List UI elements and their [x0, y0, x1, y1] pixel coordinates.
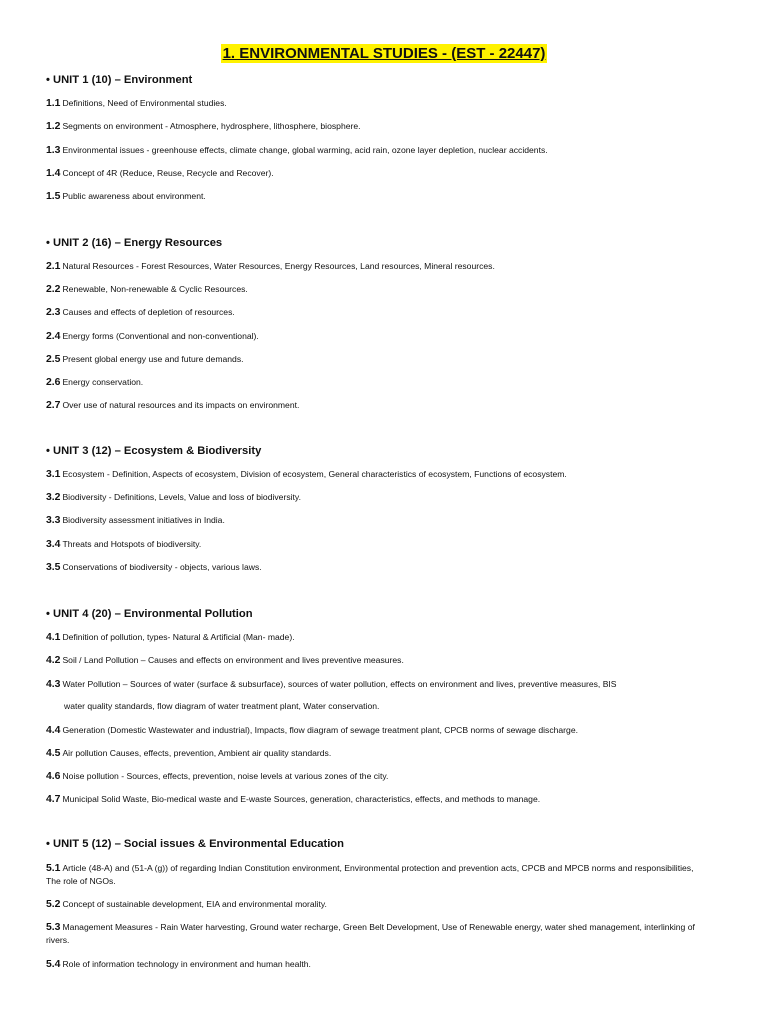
- syllabus-item: [46, 306, 706, 319]
- item-number: 2.5: [46, 354, 61, 365]
- syllabus-item: [46, 353, 706, 366]
- unit-heading: • UNIT 3 (12) – Ecosystem & Biodiversity: [46, 445, 262, 457]
- item-text: Ecosystem - Definition, Aspects of ecosystem, Division of ecosystem, General characteristics of ecosystem, Functions of ecosystem.: [62, 469, 567, 479]
- item-number: 5.2: [46, 899, 61, 910]
- syllabus-item: [46, 97, 706, 110]
- item-text: Environmental issues - greenhouse effects, climate change, global warming, acid rain, ozone layer depletion, nuclear accidents.: [62, 145, 548, 155]
- item-number: 3.1: [46, 469, 61, 480]
- item-text: Renewable, Non-renewable & Cyclic Resources.: [62, 284, 248, 294]
- syllabus-item: [46, 678, 706, 691]
- syllabus-item: [46, 747, 706, 760]
- item-number: 3.2: [46, 492, 61, 503]
- item-number: 2.4: [46, 331, 61, 342]
- syllabus-item: [46, 793, 706, 806]
- item-text: Role of information technology in environment and human health.: [62, 959, 311, 969]
- item-number: 4.3: [46, 679, 61, 690]
- syllabus-item: [46, 283, 706, 296]
- title-container: [0, 44, 768, 63]
- item-number: 2.3: [46, 307, 61, 318]
- item-number: 4.5: [46, 748, 61, 759]
- item-text: Soil / Land Pollution – Causes and effects on environment and lives preventive measures.: [62, 655, 404, 665]
- syllabus-item: [46, 770, 706, 783]
- item-number: 4.1: [46, 632, 61, 643]
- item-number: 3.3: [46, 515, 61, 526]
- item-text: Public awareness about environment.: [62, 191, 206, 201]
- syllabus-item: [46, 921, 706, 947]
- syllabus-item: [46, 724, 706, 737]
- item-text: Concept of sustainable development, EIA and environmental morality.: [62, 899, 327, 909]
- syllabus-item: [46, 491, 706, 504]
- item-number: 4.6: [46, 771, 61, 782]
- item-text: Energy conservation.: [62, 377, 144, 387]
- unit-heading: • UNIT 2 (16) – Energy Resources: [46, 237, 223, 249]
- syllabus-item: [46, 167, 706, 180]
- syllabus-item: [46, 958, 706, 971]
- item-text: Present global energy use and future demands.: [62, 354, 244, 364]
- syllabus-item: [46, 120, 706, 133]
- item-text: Natural Resources - Forest Resources, Water Resources, Energy Resources, Land resources, Mineral resources.: [62, 261, 495, 271]
- item-text: Conservations of biodiversity - objects, various laws.: [62, 562, 262, 572]
- item-number: 1.3: [46, 145, 61, 156]
- item-text: Air pollution Causes, effects, prevention, Ambient air quality standards.: [62, 748, 332, 758]
- syllabus-item: [46, 190, 706, 203]
- syllabus-item: [46, 144, 706, 157]
- item-text: Threats and Hotspots of biodiversity.: [62, 539, 202, 549]
- item-number: 4.2: [46, 655, 61, 666]
- syllabus-item: [46, 330, 706, 343]
- syllabus-item: [46, 654, 706, 667]
- item-number: 5.4: [46, 959, 61, 970]
- item-number: 1.5: [46, 191, 61, 202]
- item-number: 5.3: [46, 922, 61, 933]
- item-text: Article (48-A) and (51-A (g)) of regarding Indian Constitution environment, Environmental protection and prevention acts, CPCB and MPCB norms and responsibilities, The role of NGOs.: [46, 863, 694, 886]
- item-text: Noise pollution - Sources, effects, prevention, noise levels at various zones of the city.: [62, 771, 389, 781]
- syllabus-item: [46, 399, 706, 412]
- item-number: 1.1: [46, 98, 61, 109]
- syllabus-item: [46, 514, 706, 527]
- unit-heading: • UNIT 5 (12) – Social issues & Environmental Education: [46, 838, 344, 850]
- item-text: Water Pollution – Sources of water (surface & subsurface), sources of water pollution, effects on environment and lives, preventive measures, BIS: [62, 679, 617, 689]
- item-text: Municipal Solid Waste, Bio-medical waste and E-waste Sources, generation, characteristics, effects, and methods to manage.: [62, 794, 541, 804]
- item-number: 4.7: [46, 794, 61, 805]
- item-number: 2.2: [46, 284, 61, 295]
- syllabus-item: [46, 260, 706, 273]
- item-number: 2.6: [46, 377, 61, 388]
- item-number: 4.4: [46, 725, 61, 736]
- item-number: 5.1: [46, 863, 61, 874]
- unit-heading: • UNIT 1 (10) – Environment: [46, 74, 193, 86]
- item-text: Energy forms (Conventional and non-conventional).: [62, 331, 259, 341]
- item-number: 3.4: [46, 539, 61, 550]
- item-number: 1.4: [46, 168, 61, 179]
- item-text: Management Measures - Rain Water harvesting, Ground water recharge, Green Belt Development, Use of Renewable energy, water shed management, interlinking of rivers.: [46, 922, 695, 945]
- syllabus-item: [46, 862, 706, 888]
- syllabus-item: [46, 538, 706, 551]
- item-number: 1.2: [46, 121, 61, 132]
- item-text: Definitions, Need of Environmental studies.: [62, 98, 227, 108]
- item-number: 3.5: [46, 562, 61, 573]
- item-text-continuation: water quality standards, flow diagram of water treatment plant, Water conservation.: [64, 701, 380, 711]
- syllabus-item: [46, 468, 706, 481]
- item-number: 2.1: [46, 261, 61, 272]
- item-text: Biodiversity assessment initiatives in India.: [62, 515, 225, 525]
- item-number: 2.7: [46, 400, 61, 411]
- item-text: Causes and effects of depletion of resources.: [62, 307, 235, 317]
- syllabus-item: [46, 631, 706, 644]
- syllabus-item: [46, 376, 706, 389]
- item-text: Concept of 4R (Reduce, Reuse, Recycle and Recover).: [62, 168, 274, 178]
- document-title: 1. ENVIRONMENTAL STUDIES - (EST - 22447): [222, 45, 546, 62]
- item-text: Over use of natural resources and its impacts on environment.: [62, 400, 300, 410]
- unit-heading: • UNIT 4 (20) – Environmental Pollution: [46, 608, 253, 620]
- item-text: Biodiversity - Definitions, Levels, Value and loss of biodiversity.: [62, 492, 301, 502]
- item-text: Segments on environment - Atmosphere, hydrosphere, lithosphere, biosphere.: [62, 121, 361, 131]
- item-text: Definition of pollution, types- Natural & Artificial (Man- made).: [62, 632, 295, 642]
- syllabus-item: [46, 561, 706, 574]
- syllabus-item: [46, 898, 706, 911]
- item-text: Generation (Domestic Wastewater and industrial), Impacts, flow diagram of sewage treatment plant, CPCB norms of sewage discharge.: [62, 725, 578, 735]
